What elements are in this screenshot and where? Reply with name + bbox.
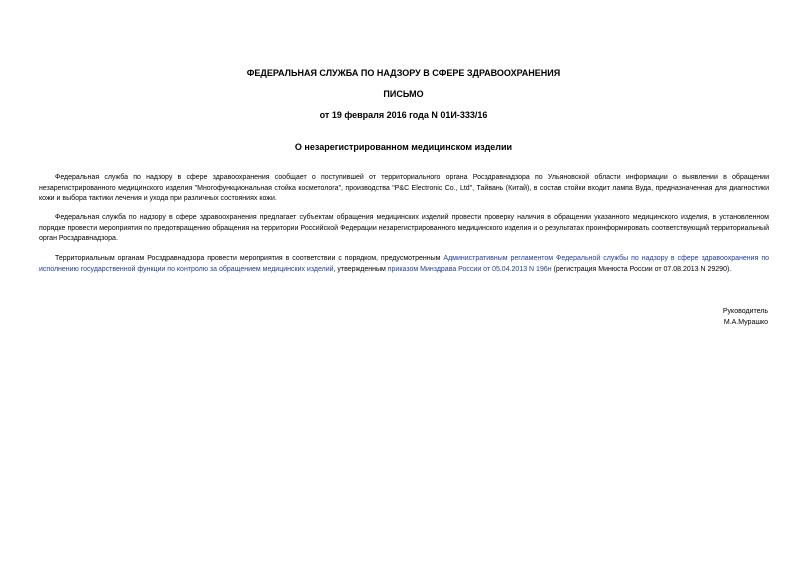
ministry-order-link[interactable]: приказом Минздрава России от 05.04.2013 N 196н <box>387 265 552 273</box>
body-paragraph-3 <box>39 254 769 275</box>
agency-name-heading: ФЕДЕРАЛЬНАЯ СЛУЖБА ПО НАДЗОРУ В СФЕРЕ ЗДРАВООХРАНЕНИЯ <box>246 68 561 78</box>
document-subject: О незарегистрированном медицинском изделии <box>294 142 513 152</box>
body-paragraph-1: Федеральная служба по надзору в сфере здравоохранения сообщает о поступившей от территориального органа Росздравнадзора по Ульяновской области информации о выявлении в обращении незарегистрированного медицинского изделия "Многофункциональная стойка косметолога", производства "P&C Electronic Co., Ltd", Тайвань (Китай), в состав стойки входит лампа Вуда, предназначенная для диагностики кожи и выбора тактики лечения и ухода при различных состояниях кожи. <box>39 174 769 202</box>
signatory-role: Руководитель <box>722 308 768 315</box>
document-type-heading: ПИСЬМО <box>383 89 424 99</box>
body-paragraph-2: Федеральная служба по надзору в сфере здравоохранения предлагает субъектам обращения медицинских изделий провести проверку наличия в обращении указанного медицинского изделия, в установленном порядке провести мероприятия по предотвращению обращения на территории Российской Федерации незарегистрированного медицинского изделия и о результатах проинформировать соответствующий территориальный орган Росздравнадзора. <box>39 214 769 242</box>
signatory-name: М.А.Мурашко <box>723 319 768 326</box>
paragraph-3-text-after: (регистрация Минюста России от 07.08.2013 N 29290). <box>551 265 732 273</box>
paragraph-3-text-middle: , утвержденным <box>333 265 388 273</box>
regulation-link[interactable]: Административным регламентом Федеральной службы по надзору в сфере здравоохранения по исполнению государственной функции по контролю за обращением медицинских изделий <box>39 255 769 273</box>
document-date-number: от 19 февраля 2016 года N 01И-333/16 <box>319 110 488 120</box>
paragraph-3-text-before: Территориальным органам Росздравнадзора провести мероприятия в соответствии с порядком, предусмотренным <box>55 255 444 262</box>
